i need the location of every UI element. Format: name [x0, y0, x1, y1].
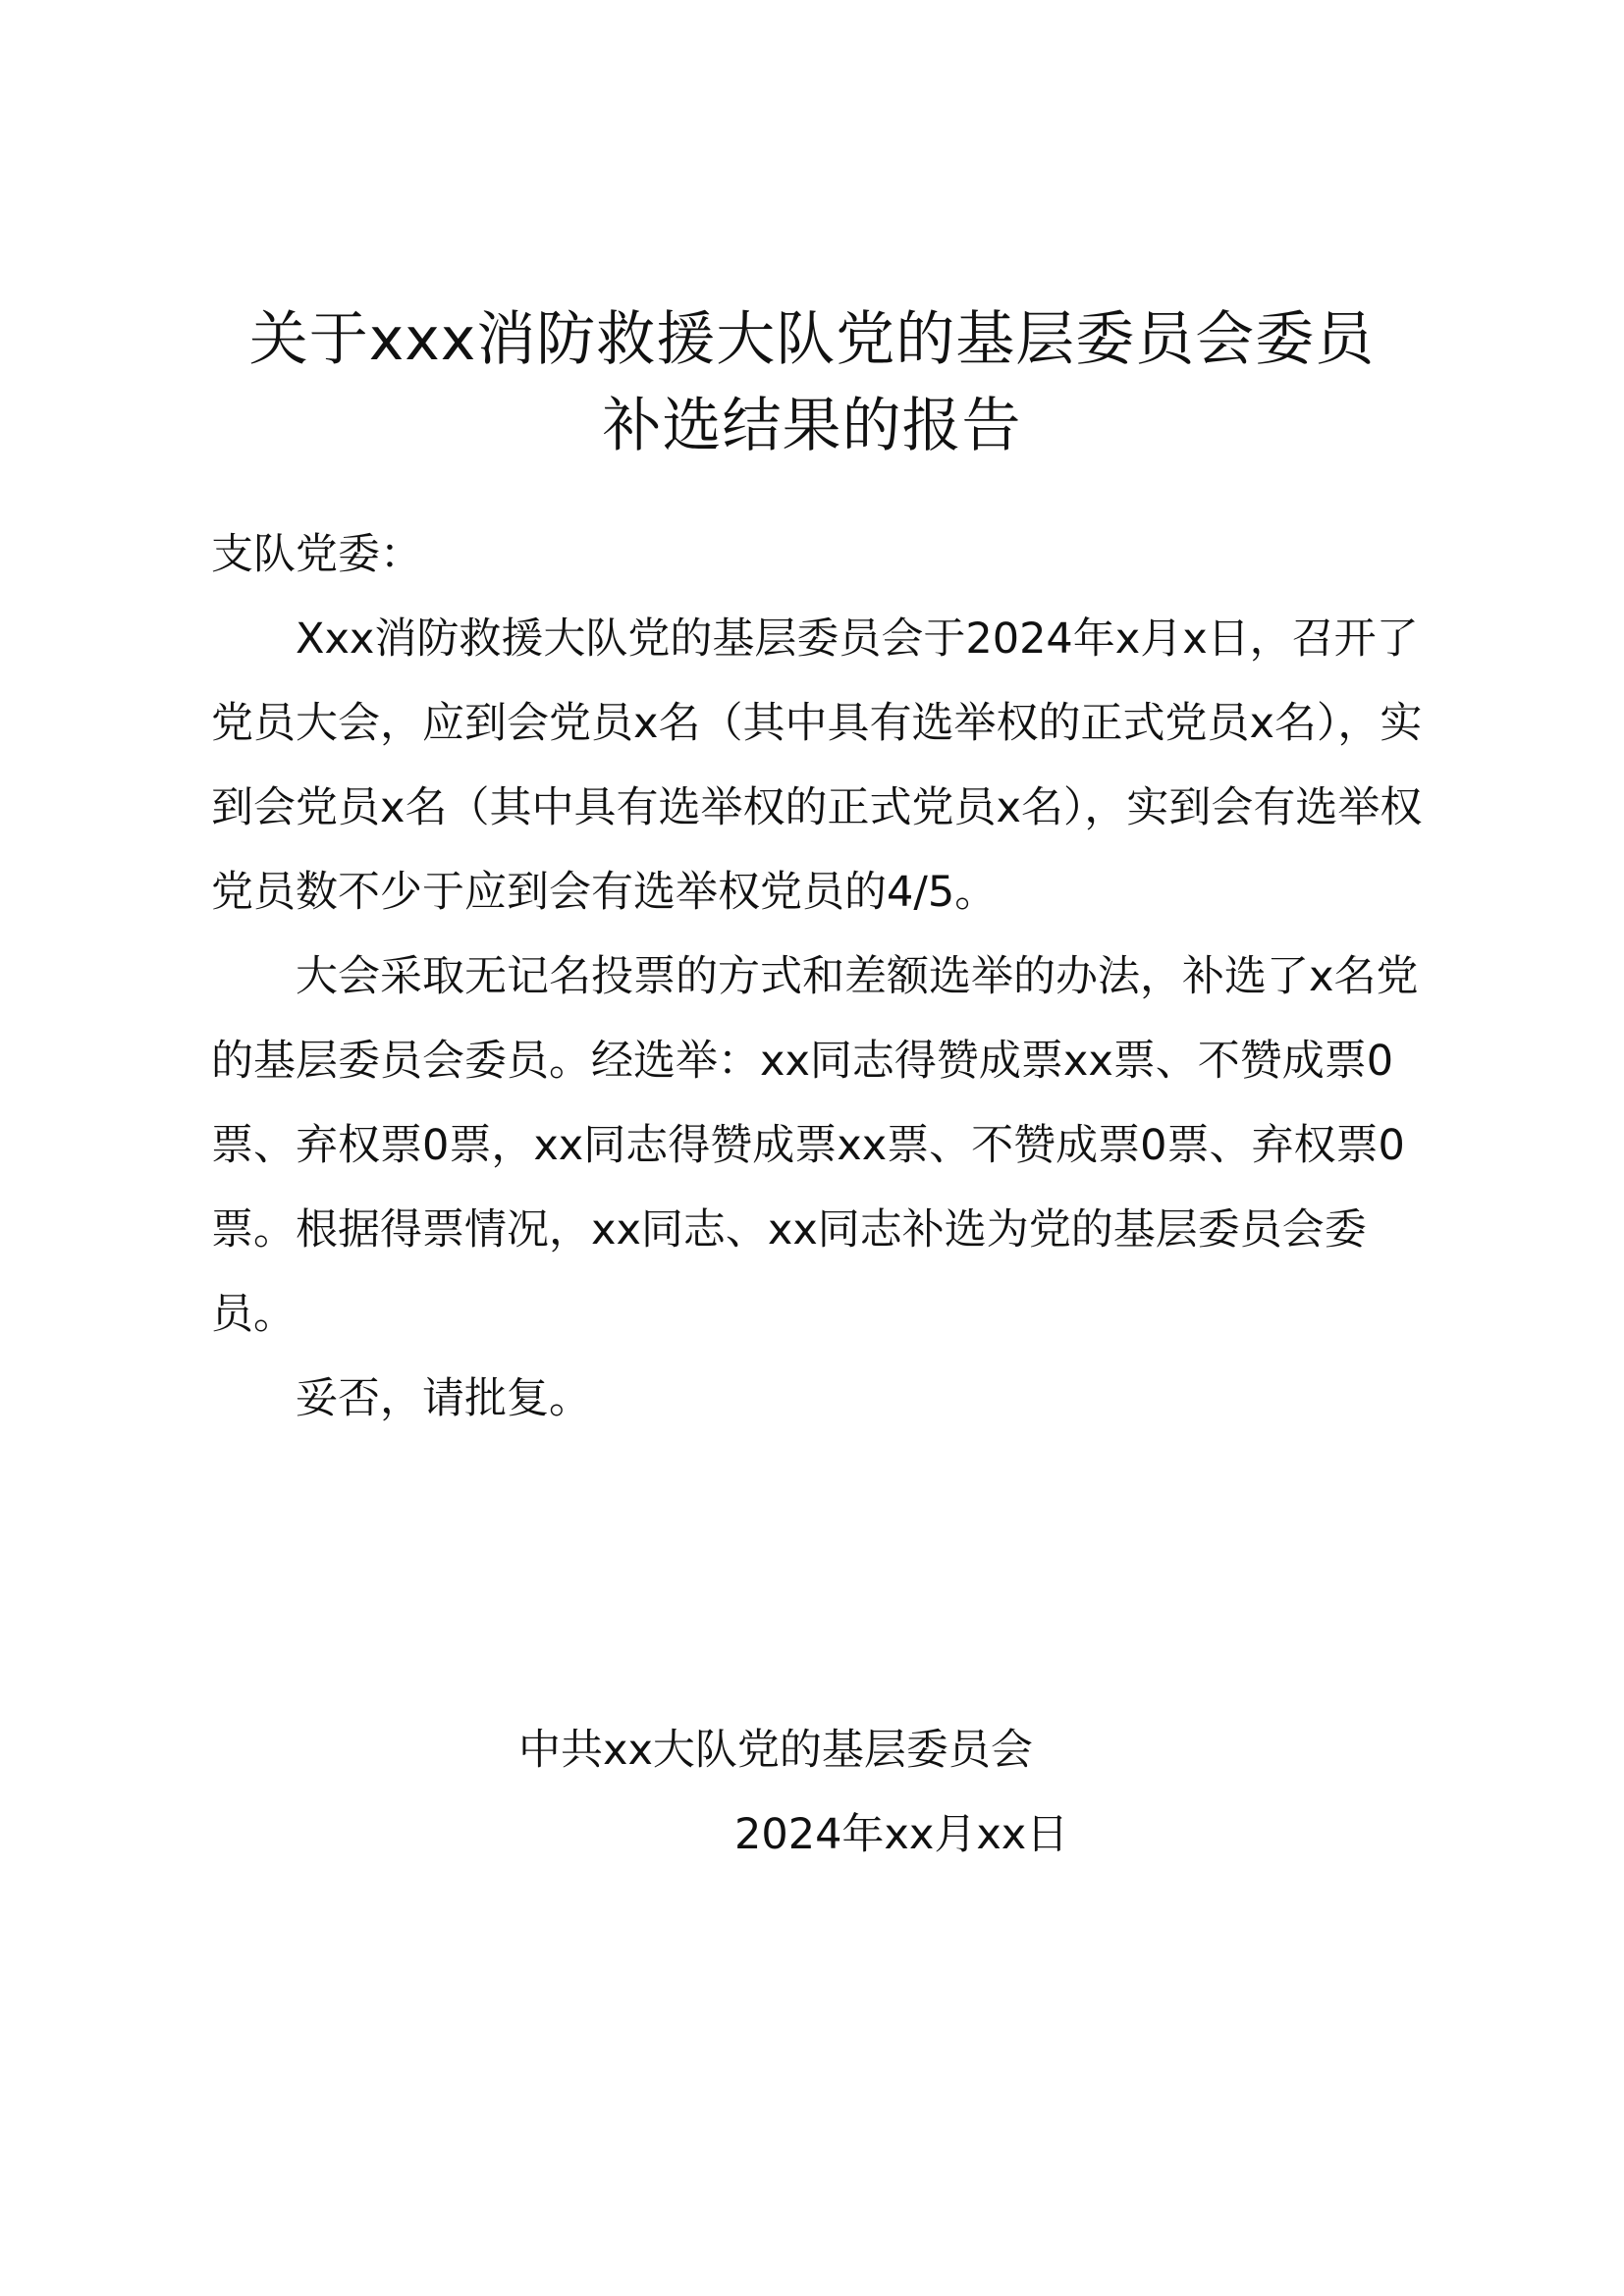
document-title: [196, 296, 1428, 469]
signature-date: 2024年xx月xx日: [734, 1810, 1069, 1859]
paragraph-request-approval: 妥否，请批复。: [296, 1374, 591, 1423]
paragraph-election-result: 大会采取无记名投票的方式和差额选举的办法，补选了x名党的基层委员会委员。经选举：xx同志得赞成票xx票、不赞成票0票、弃权票0票，xx同志得赞成票xx票、不赞成票0票、弃权票0票。根据得票情况，xx同志、xx同志补选为党的基层委员会委员。: [211, 952, 1419, 1339]
title-line-2: 补选结果的报告: [602, 392, 1022, 460]
title-line-1: 关于xxx消防救援大队党的基层委员会委员: [248, 305, 1376, 374]
salutation: 支队党委：: [211, 530, 422, 579]
paragraph-meeting-info: Xxx消防救援大队党的基层委员会于2024年x月x日，召开了党员大会，应到会党员x名（其中具有选举权的正式党员x名），实到会党员x名（其中具有选举权的正式党员x名），实到会有选举权党员数不少于应到会有选举权党员的4/5。: [211, 614, 1423, 917]
signature-organization: 中共xx大队党的基层委员会: [518, 1726, 1033, 1775]
